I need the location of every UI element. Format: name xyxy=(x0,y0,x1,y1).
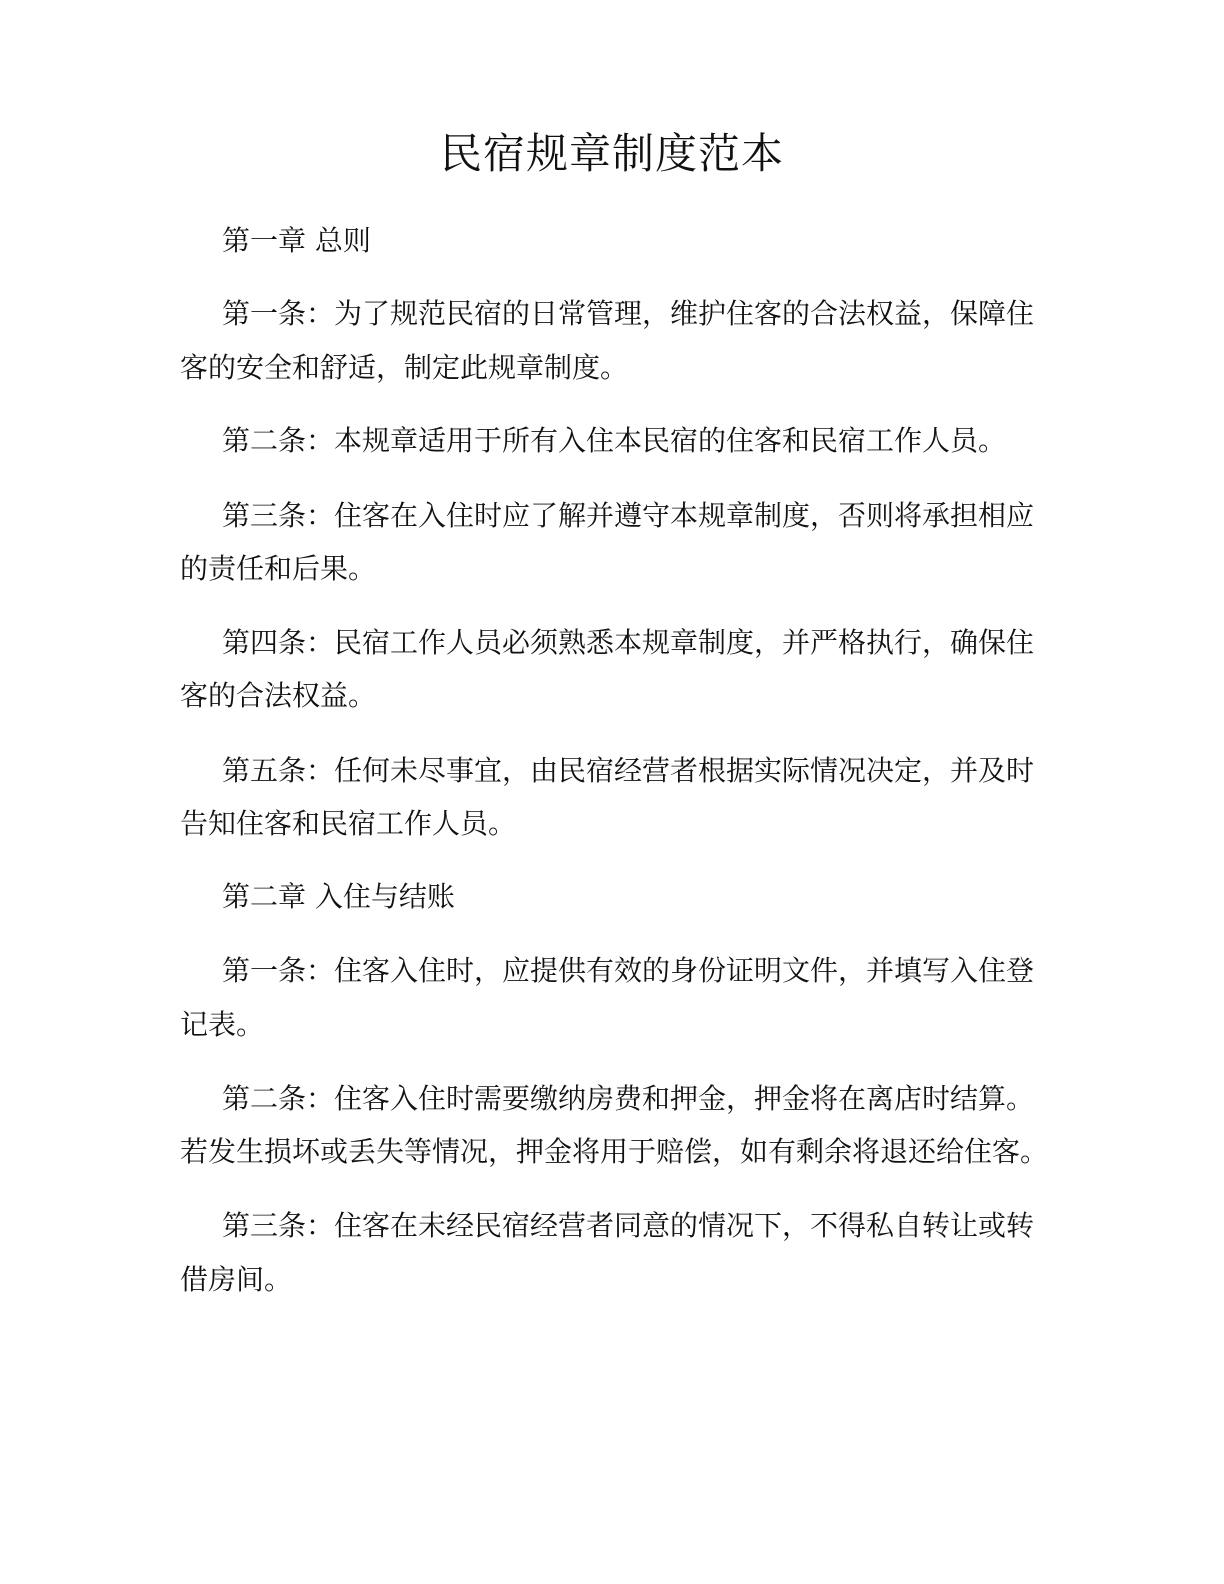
chapter-1-article-3-line-1: 第三条：住客在入住时应了解并遵守本规章制度，否则将承担相应 xyxy=(222,499,1035,532)
chapter-1-article-5-line-1: 第五条：任何未尽事宜，由民宿经营者根据实际情况决定，并及时 xyxy=(222,754,1035,787)
chapter-2-article-3-line-2: 借房间。 xyxy=(180,1263,293,1296)
chapter-2-heading: 第二章 入住与结账 xyxy=(222,880,455,913)
chapter-1-article-2-line-1: 第二条：本规章适用于所有入住本民宿的住客和民宿工作人员。 xyxy=(222,424,1007,457)
chapter-2-article-2-line-1: 第二条：住客入住时需要缴纳房费和押金，押金将在离店时结算。 xyxy=(222,1082,1035,1115)
chapter-1-article-4-line-2: 客的合法权益。 xyxy=(180,679,377,712)
chapter-1-article-4-line-1: 第四条：民宿工作人员必须熟悉本规章制度，并严格执行，确保住 xyxy=(222,626,1035,659)
document-title: 民宿规章制度范本 xyxy=(439,129,784,178)
chapter-1-article-5-line-2: 告知住客和民宿工作人员。 xyxy=(180,807,517,840)
chapter-1-article-3-line-2: 的责任和后果。 xyxy=(180,552,377,585)
chapter-1-article-1-line-1: 第一条：为了规范民宿的日常管理，维护住客的合法权益，保障住 xyxy=(222,297,1035,330)
chapter-2-article-3-line-1: 第三条：住客在未经民宿经营者同意的情况下，不得私自转让或转 xyxy=(222,1209,1035,1242)
chapter-1-article-1-line-2: 客的安全和舒适，制定此规章制度。 xyxy=(180,351,629,384)
chapter-2-article-1-line-1: 第一条：住客入住时，应提供有效的身份证明文件，并填写入住登 xyxy=(222,954,1035,987)
chapter-2-article-1-line-2: 记表。 xyxy=(180,1008,265,1041)
chapter-1-heading: 第一章 总则 xyxy=(222,224,371,257)
chapter-2-article-2-line-2: 若发生损坏或丢失等情况，押金将用于赔偿，如有剩余将退还给住客。 xyxy=(180,1135,1049,1168)
